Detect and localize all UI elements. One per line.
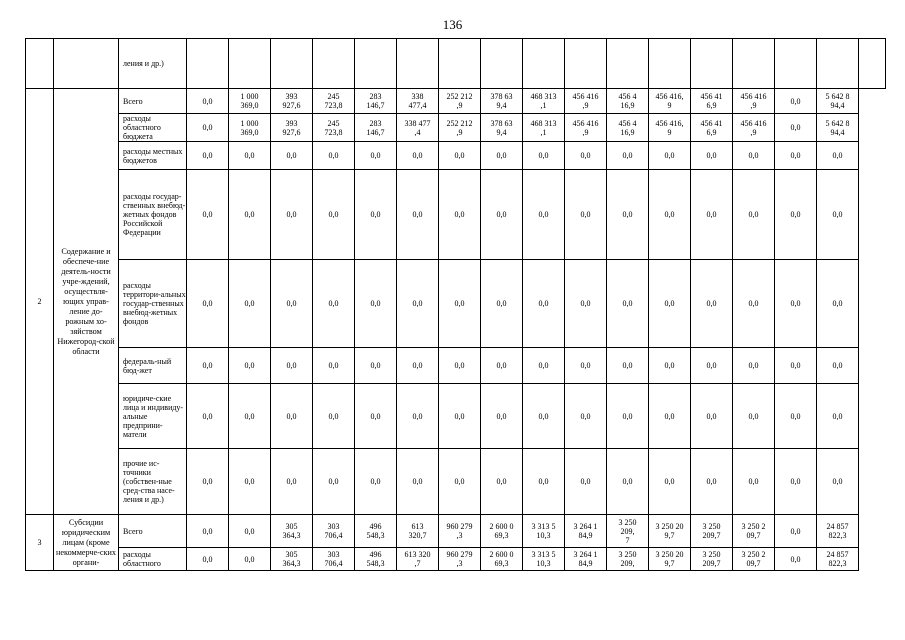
value-cell: 0,0 [565, 142, 607, 170]
value-cell: 0,0 [271, 384, 313, 449]
value-cell: 0,0 [691, 170, 733, 260]
value-cell: 0,0 [187, 260, 229, 348]
value-cell [271, 39, 313, 89]
value-cell: 0,0 [523, 384, 565, 449]
value-cell: 960 279 ,3 [439, 548, 481, 571]
table-row [26, 39, 886, 89]
value-cell: 0,0 [817, 348, 859, 384]
value-cell: 0,0 [649, 348, 691, 384]
value-cell: 0,0 [481, 260, 523, 348]
value-cell: 0,0 [649, 384, 691, 449]
value-cell: 468 313 ,1 [523, 89, 565, 114]
table-row [26, 449, 886, 515]
value-cell: 0,0 [565, 384, 607, 449]
value-cell: 0,0 [523, 142, 565, 170]
value-cell: 0,0 [271, 170, 313, 260]
value-cell: 0,0 [607, 384, 649, 449]
row-number: 3 [26, 515, 54, 571]
value-cell [649, 39, 691, 89]
value-cell: 283 146,7 [355, 114, 397, 142]
value-cell: 496 548,3 [355, 515, 397, 548]
value-cell: 0,0 [187, 89, 229, 114]
value-cell: 0,0 [523, 170, 565, 260]
value-cell: 0,0 [229, 515, 271, 548]
value-cell: 0,0 [691, 449, 733, 515]
value-cell: 0,0 [649, 142, 691, 170]
value-cell: 303 706,4 [313, 515, 355, 548]
value-cell: 378 63 9,4 [481, 114, 523, 142]
value-cell [565, 39, 607, 89]
value-cell: 0,0 [187, 548, 229, 571]
value-cell: 0,0 [691, 348, 733, 384]
value-cell: 0,0 [649, 170, 691, 260]
value-cell: 0,0 [187, 348, 229, 384]
value-cell: 0,0 [565, 449, 607, 515]
value-cell: 252 212 ,9 [439, 114, 481, 142]
value-cell: 0,0 [607, 348, 649, 384]
table-row [26, 548, 886, 571]
measure-name: Субсидии юридическим лицам (кроме некоммерче-ских органи- [54, 515, 119, 571]
measure-name: Содержание и обеспече-ние деятель-ности учре-ждений, осуществля-ющих управ-ление до-рожным хо-зяйством Нижегород-ской области [54, 89, 119, 515]
value-cell: 496 548,3 [355, 548, 397, 571]
value-cell [229, 39, 271, 89]
value-cell: 0,0 [187, 142, 229, 170]
value-cell: 0,0 [775, 89, 817, 114]
value-cell: 252 212 ,9 [439, 89, 481, 114]
value-cell: 0,0 [775, 449, 817, 515]
value-cell: 0,0 [775, 260, 817, 348]
page-number: 136 [442, 17, 463, 32]
value-cell: 3 250 209, 7 [607, 515, 649, 548]
funding-source: расходы государ-ственных внебюд-жетных фондов Российской Федерации [119, 170, 187, 260]
value-cell: 0,0 [271, 449, 313, 515]
value-cell [187, 39, 229, 89]
value-cell: 24 857 822,3 [817, 515, 859, 548]
value-cell: 0,0 [229, 142, 271, 170]
value-cell: 0,0 [397, 260, 439, 348]
value-cell: 338 477 ,4 [397, 114, 439, 142]
value-cell: 0,0 [775, 384, 817, 449]
value-cell: 960 279 ,3 [439, 515, 481, 548]
value-cell: 0,0 [817, 260, 859, 348]
value-cell: 0,0 [733, 260, 775, 348]
value-cell: 3 250 209,7 [691, 515, 733, 548]
value-cell: 0,0 [775, 515, 817, 548]
value-cell: 0,0 [733, 348, 775, 384]
budget-table [25, 38, 886, 571]
value-cell: 0,0 [817, 142, 859, 170]
value-cell: 0,0 [691, 142, 733, 170]
value-cell: 0,0 [439, 348, 481, 384]
value-cell: 305 364,3 [271, 515, 313, 548]
value-cell: 0,0 [523, 449, 565, 515]
value-cell: 0,0 [607, 142, 649, 170]
value-cell: 0,0 [565, 260, 607, 348]
value-cell: 0,0 [187, 170, 229, 260]
value-cell [523, 39, 565, 89]
value-cell: 0,0 [229, 384, 271, 449]
value-cell: 3 313 5 10,3 [523, 548, 565, 571]
value-cell: 1 000 369,0 [229, 89, 271, 114]
value-cell: 0,0 [733, 449, 775, 515]
funding-source: расходы областного бюджета [119, 114, 187, 142]
value-cell: 0,0 [775, 548, 817, 571]
value-cell: 5 642 8 94,4 [817, 89, 859, 114]
value-cell: 3 264 1 84,9 [565, 548, 607, 571]
funding-source: Всего [119, 515, 187, 548]
value-cell: 0,0 [187, 449, 229, 515]
value-cell: 456 416 ,9 [565, 114, 607, 142]
value-cell: 0,0 [481, 170, 523, 260]
value-cell: 456 41 6,9 [691, 114, 733, 142]
value-cell: 3 250 209,7 [691, 548, 733, 571]
value-cell: 0,0 [481, 142, 523, 170]
value-cell: 0,0 [481, 348, 523, 384]
value-cell: 0,0 [817, 170, 859, 260]
value-cell: 0,0 [397, 170, 439, 260]
value-cell: 0,0 [313, 449, 355, 515]
value-cell: 0,0 [187, 114, 229, 142]
value-cell: 3 250 20 9,7 [649, 515, 691, 548]
value-cell [439, 39, 481, 89]
funding-source: федераль-ный бюд-жет [119, 348, 187, 384]
value-cell: 0,0 [523, 260, 565, 348]
value-cell [481, 39, 523, 89]
value-cell: 24 857 822,3 [817, 548, 859, 571]
value-cell: 456 4 16,9 [607, 89, 649, 114]
row-number: 2 [26, 89, 54, 515]
value-cell: 0,0 [397, 142, 439, 170]
value-cell: 0,0 [355, 142, 397, 170]
value-cell: 245 723,8 [313, 89, 355, 114]
value-cell: 283 146,7 [355, 89, 397, 114]
value-cell: 0,0 [355, 348, 397, 384]
value-cell: 0,0 [229, 548, 271, 571]
value-cell: 0,0 [229, 170, 271, 260]
value-cell: 0,0 [229, 449, 271, 515]
value-cell: 0,0 [439, 142, 481, 170]
measure-name [54, 39, 119, 89]
value-cell: 0,0 [439, 384, 481, 449]
value-cell: 0,0 [607, 260, 649, 348]
value-cell: 0,0 [817, 449, 859, 515]
funding-source: расходы местных бюджетов [119, 142, 187, 170]
value-cell [775, 39, 817, 89]
table-row [26, 170, 886, 260]
value-cell: 0,0 [775, 142, 817, 170]
value-cell: 393 927,6 [271, 89, 313, 114]
funding-source: Всего [119, 89, 187, 114]
value-cell [733, 39, 775, 89]
value-cell: 0,0 [733, 384, 775, 449]
value-cell [859, 39, 886, 89]
value-cell: 0,0 [481, 449, 523, 515]
funding-source: ления и др.) [119, 39, 187, 89]
value-cell: 0,0 [607, 170, 649, 260]
value-cell: 0,0 [565, 170, 607, 260]
table-row [26, 348, 886, 384]
value-cell: 0,0 [187, 384, 229, 449]
value-cell: 393 927,6 [271, 114, 313, 142]
table-row [26, 114, 886, 142]
value-cell: 0,0 [481, 384, 523, 449]
value-cell: 613 320,7 [397, 515, 439, 548]
value-cell: 456 416 ,9 [565, 89, 607, 114]
value-cell: 0,0 [439, 449, 481, 515]
value-cell: 0,0 [313, 384, 355, 449]
table-row [26, 515, 886, 548]
value-cell: 0,0 [775, 170, 817, 260]
funding-source: юридиче-ские лица и индивиду-альные предприни-матели [119, 384, 187, 449]
value-cell: 3 250 209, [607, 548, 649, 571]
value-cell: 0,0 [733, 142, 775, 170]
value-cell: 0,0 [439, 170, 481, 260]
value-cell: 0,0 [355, 170, 397, 260]
value-cell: 0,0 [439, 260, 481, 348]
funding-source: прочие ис-точники (собствен-ные сред-ства насе-ления и др.) [119, 449, 187, 515]
value-cell: 0,0 [271, 348, 313, 384]
value-cell: 0,0 [565, 348, 607, 384]
value-cell: 0,0 [733, 170, 775, 260]
value-cell: 0,0 [691, 260, 733, 348]
value-cell: 0,0 [397, 348, 439, 384]
value-cell: 0,0 [313, 260, 355, 348]
value-cell: 303 706,4 [313, 548, 355, 571]
value-cell: 3 264 1 84,9 [565, 515, 607, 548]
value-cell: 456 416 ,9 [733, 89, 775, 114]
value-cell: 0,0 [355, 260, 397, 348]
value-cell: 456 416, 9 [649, 89, 691, 114]
table-row [26, 260, 886, 348]
value-cell: 338 477,4 [397, 89, 439, 114]
value-cell: 613 320 ,7 [397, 548, 439, 571]
value-cell: 305 364,3 [271, 548, 313, 571]
value-cell: 3 250 20 9,7 [649, 548, 691, 571]
value-cell: 3 250 2 09,7 [733, 515, 775, 548]
value-cell [355, 39, 397, 89]
value-cell: 378 63 9,4 [481, 89, 523, 114]
value-cell: 456 416 ,9 [733, 114, 775, 142]
funding-source: расходы территори-альных государ-ственных внебюд-жетных фондов [119, 260, 187, 348]
value-cell: 0,0 [523, 348, 565, 384]
funding-source: расходы областного [119, 548, 187, 571]
value-cell [313, 39, 355, 89]
value-cell: 456 41 6,9 [691, 89, 733, 114]
value-cell [397, 39, 439, 89]
value-cell: 3 313 5 10,3 [523, 515, 565, 548]
value-cell: 456 4 16,9 [607, 114, 649, 142]
value-cell: 0,0 [355, 449, 397, 515]
value-cell: 0,0 [649, 260, 691, 348]
value-cell: 0,0 [649, 449, 691, 515]
value-cell: 0,0 [313, 170, 355, 260]
value-cell: 0,0 [607, 449, 649, 515]
value-cell: 0,0 [229, 260, 271, 348]
value-cell: 3 250 2 09,7 [733, 548, 775, 571]
table-row [26, 384, 886, 449]
value-cell: 245 723,8 [313, 114, 355, 142]
value-cell: 0,0 [229, 348, 271, 384]
value-cell: 0,0 [397, 384, 439, 449]
value-cell [607, 39, 649, 89]
table-row [26, 89, 886, 114]
value-cell: 0,0 [187, 515, 229, 548]
value-cell: 5 642 8 94,4 [817, 114, 859, 142]
value-cell: 0,0 [271, 142, 313, 170]
value-cell: 0,0 [817, 384, 859, 449]
value-cell: 0,0 [397, 449, 439, 515]
value-cell: 0,0 [355, 384, 397, 449]
value-cell: 0,0 [313, 348, 355, 384]
value-cell: 0,0 [775, 114, 817, 142]
table-body [26, 39, 886, 571]
row-number [26, 39, 54, 89]
value-cell: 0,0 [775, 348, 817, 384]
value-cell: 0,0 [691, 384, 733, 449]
table-row [26, 142, 886, 170]
value-cell: 1 000 369,0 [229, 114, 271, 142]
value-cell: 2 600 0 69,3 [481, 515, 523, 548]
value-cell: 456 416, 9 [649, 114, 691, 142]
value-cell [691, 39, 733, 89]
value-cell: 0,0 [271, 260, 313, 348]
value-cell: 468 313 ,1 [523, 114, 565, 142]
value-cell [817, 39, 859, 89]
value-cell: 0,0 [313, 142, 355, 170]
value-cell: 2 600 0 69,3 [481, 548, 523, 571]
